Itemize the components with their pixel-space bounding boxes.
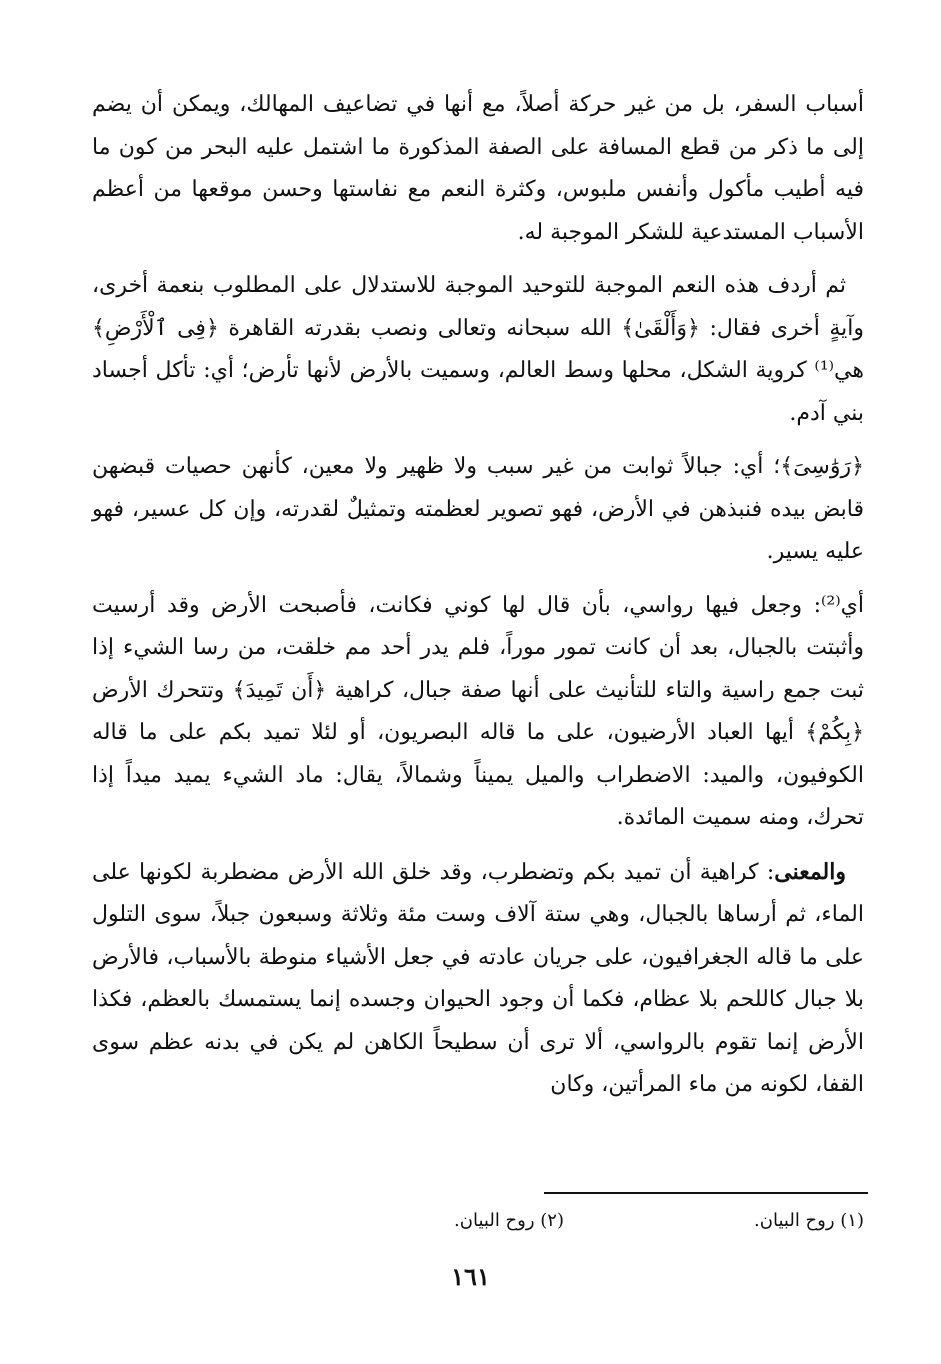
paragraph-2: ثم أردف هذه النعم الموجبة للتوحيد الموجبة للاستدلال على المطلوب بنعمة أخرى، وآيةٍ أخرى فقال: ﴿وَأَلْقَىٰ﴾ الله سبحانه وتعالى ونصب بقدرته القاهرة ﴿فِى ٱلْأَرْضِ﴾ هي⁽¹⁾ كروية الشكل، محلها وسط العالم، وسميت بالأرض لأنها تأرض؛ أي: تأكل أجساد بني آدم. (92, 273, 864, 426)
paragraph-3: ﴿رَوَٰسِىَ﴾؛ أي: جبالاً ثوابت من غير سبب ولا ظهير ولا معين، كأنهن حصيات قبضهن قابض بيده فنبذهن في الأرض، فهو تصوير لعظمته وتمثيلٌ لقدرته، وإن كل عسير، فهو عليه يسير. (92, 454, 864, 564)
paragraph-4: أي⁽²⁾: وجعل فيها رواسي، بأن قال لها كوني فكانت، فأصبحت الأرض وقد أرسيت وأثبتت بالجبال، بعد أن كانت تمور موراً، فلم يدر أحد مم خلقت، من رسا الشيء إذا ثبت جمع راسية والتاء للتأنيث على أنها صفة جبال، كراهية ﴿أَن تَمِيدَ﴾ وتتحرك الأرض ﴿بِكُمْ﴾ أيها العباد الأرضيون، على ما قاله البصريون، أو لئلا تميد بكم على ما قاله الكوفيون، والميد: الاضطراب والميل يميناً وشمالاً، يقال: ماد الشيء يميد ميداً إذا تحرك، ومنه سميت المائدة. (92, 592, 864, 830)
page-body (92, 84, 864, 1118)
page-number: ١٦١ (451, 1262, 490, 1291)
paragraph-1: أسباب السفر، بل من غير حركة أصلاً، مع أنها في تضاعيف المهالك، ويمكن أن يضم إلى ما ذكر من قطع المسافة على الصفة المذكورة ما اشتمل عليه البحر من كون ما فيه أطيب مأكول وأنفس ملبوس، وكثرة النعم مع نفاستها وحسن موقعها من أعظم الأسباب المستدعية للشكر الموجبة له. (92, 92, 864, 245)
paragraph-5-text: : كراهية أن تميد بكم وتضطرب، وقد خلق الله الأرض مضطربة لكونها على الماء، ثم أرساها بالجبال، وهي ستة آلاف وست مئة وثلاثة وسبعون جبلاً، سوى التلول على ما قاله الجغرافيون، على جريان عادته في جعل الأشياء منوطة بالأسباب، فالأرض بلا جبال كاللحم بلا عظام، فكما أن وجود الحيوان وجسده إنما يستمسك بالعظم، فكذا الأرض إنما تقوم بالرواسي، ألا ترى أن سطيحاً الكاهن لم يكن في بدنه عظم سوى القفا، لكونه من ماء المرأتين، وكان (92, 859, 864, 1097)
paragraph-5 (92, 851, 864, 1107)
footnote-1: (١) روح البيان. (754, 1210, 864, 1231)
paragraph-5-lead: والمعنى (774, 858, 846, 885)
footnote-2: (٢) روح البيان. (454, 1210, 564, 1231)
footnote-divider (544, 1192, 868, 1194)
